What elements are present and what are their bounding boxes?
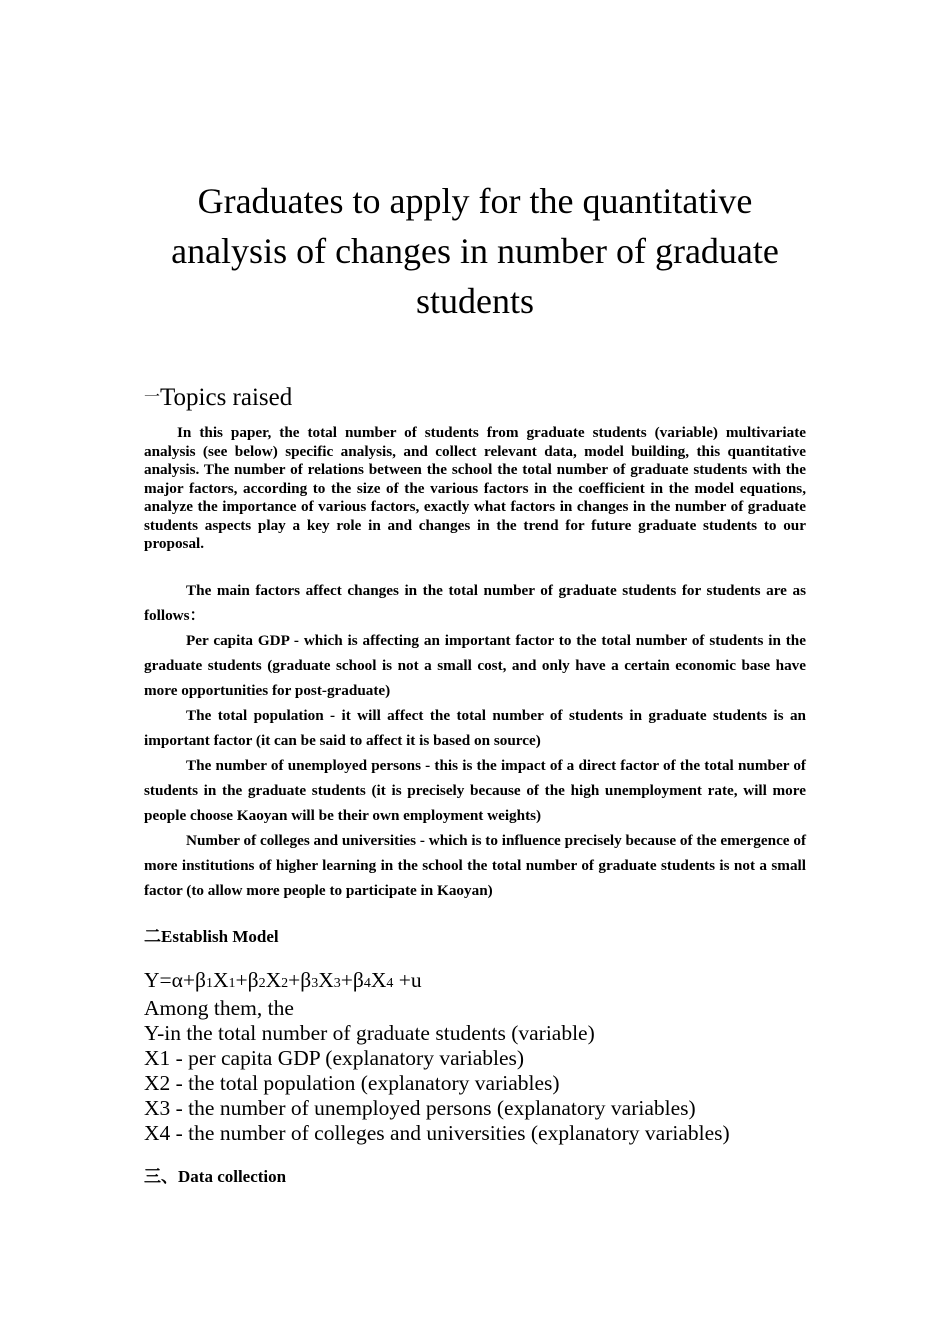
section-heading-data — [144, 1166, 286, 1188]
factors-lead: The main factors affect changes in the total number of graduate students for students are as follows： — [144, 582, 806, 624]
section-number: 一 — [144, 389, 161, 406]
section-number: 三、 — [144, 1167, 178, 1186]
model-line-x4: X4 - the number of colleges and universities (explanatory variables) — [144, 1121, 730, 1145]
model-line-x2: X2 - the total population (explanatory variables) — [144, 1071, 560, 1095]
section-title: Establish Model — [161, 927, 279, 946]
section-title: Data collection — [178, 1167, 287, 1186]
model-line-y: Y-in the total number of graduate students (variable) — [144, 1021, 595, 1045]
factor-unemployed: The number of unemployed persons - this is the impact of a direct factor of the total number of students in the graduate students (it is precisely because of the high unemployment rate, will more people choose Kaoyan will be their own employment weights) — [144, 757, 806, 824]
document-title: Graduates to apply for the quantitative analysis of changes in number of graduate students — [171, 181, 779, 321]
model-line-x3: X3 - the number of unemployed persons (explanatory variables) — [144, 1096, 696, 1120]
intro-paragraph: In this paper, the total number of students from graduate students (variable) multivariate analysis (see below) specific analysis, and collect relevant data, model building, this quantitative analysis. The number of relations between the school the total number of graduate students with the major factors, according to the size of the various factors in the coefficient in the model equations, analyze the importance of various factors, exactly what factors in changes in the number of graduate students aspects play a key role in and changes in the trend for future graduate students to our proposal. — [144, 424, 806, 552]
section-heading-topics — [144, 382, 292, 414]
model-line-x1: X1 - per capita GDP (explanatory variables) — [144, 1046, 525, 1070]
section-title: Topics raised — [160, 384, 293, 411]
section-number: 二 — [144, 927, 161, 946]
model-line: Among them, the — [144, 996, 294, 1020]
factors-list — [144, 578, 806, 903]
factor-colleges: Number of colleges and universities - which is to influence precisely because of the emergence of more institutions of higher learning in the school the total number of graduate students is not a small factor (to allow more people to participate in Kaoyan) — [144, 832, 806, 899]
model-formula: Y=α+β1X1+β2X2+β3X3+β4X4 +u — [144, 968, 422, 992]
section-heading-model — [144, 926, 279, 948]
factor-population: The total population - it will affect the total number of students in graduate students is an important factor (it can be said to affect it is based on source) — [144, 707, 806, 749]
factor-gdp: Per capita GDP - which is affecting an important factor to the total number of students in the graduate students (graduate school is not a small cost, and only have a certain economic base have more opportunities for post-graduate) — [144, 632, 806, 699]
model-block — [144, 968, 806, 1146]
